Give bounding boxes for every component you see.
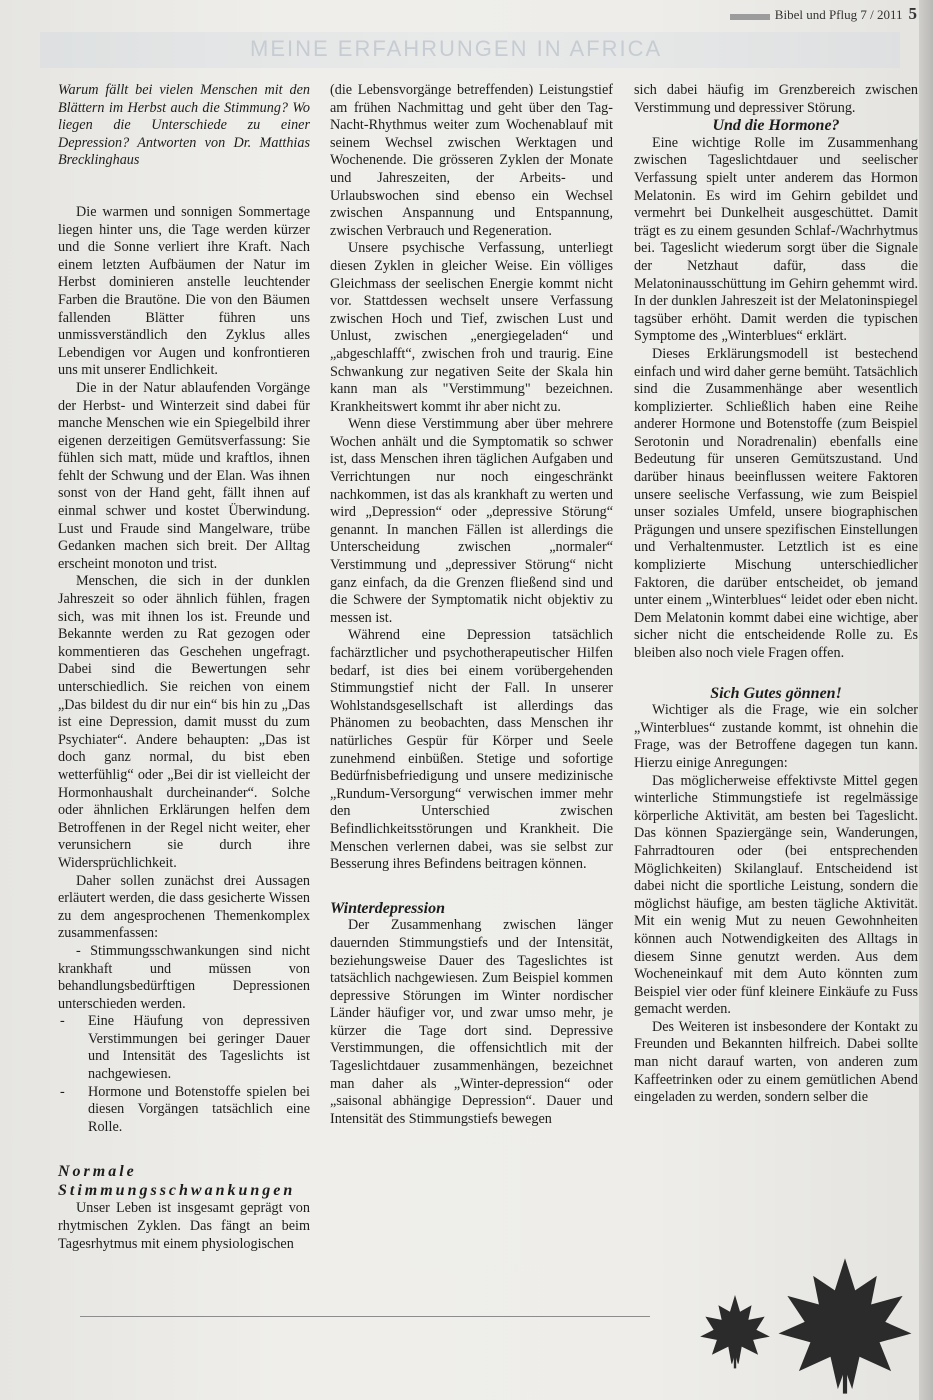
paragraph: Des Weiteren ist insbesondere der Kontakt zu Freunden und Bekannten hilfreich. Dabei sollte man nicht darauf warten, von anderen zum Kaffeetrinken oder zu einem gemütlichen Abend eingeladen zu werden, sondern selber die [634,1018,918,1106]
paragraph: Die in der Natur ablaufenden Vorgänge der Herbst- und Winterzeit sind dabei für manche Menschen wie ein Spiegelbild ihrer eigenen derzeitigen Gemütsverfassung: Sie fühlen sich matt, müde und kraftlos, ihnen fehlt der Schwung und der Elan. Was ihnen sonst von der Hand geht, fällt ihnen auf einmal schwer und kostet Überwindung. Lust und Fraude sind Mangelware, trübe Gedanken machen sich breit. Der Alltag erscheint monoton und trist. [58,379,310,572]
section-heading: Winterdepression [330,899,445,917]
paragraph: Eine wichtige Rolle im Zusammenhang zwischen Tageslichtdauer und seelischer Verfassung spielt unter anderem das Hormon Melatonin. Es wird im Gehirn gebildet und vermehrt bei Dunkelheit ausgeschüttet. Damit trägt es zu einem gesunden Schlaf-/Wachrhytmus bei. Tageslicht wiederum sorgt über die Signale der Netzhaut dafür, dass die Melatoninausschüttung im Gehirn gehemmt wird. In der dunklen Jahreszeit ist der Melatoninspiegel tagsüber erhöht. Damit werden die typischen Symptome des „Winterblues“ erklärt. [634,134,918,345]
maple-leaf-small-icon [690,1290,780,1370]
paragraph: Dieses Erklärungsmodell ist bestechend einfach und wird daher gerne bemüht. Tatsächlich sind die Zusammenhänge aber wesentlich komplizierter. Schließlich haben eine Reihe anderer Hormone und Botenstoffe (zum Beispiel Serotonin und Noradrenalin) ebenfalls eine Bedeutung für unseren Gemütszustand. Und darüber hinaus beeinflussen weitere Faktoren unsere seelische Verfassung, wie zum Beispiel unser soziales Umfeld, unsere biographischen Prägungen und unsere spezifischen Einstellungen und Verhaltenmuster. Letztlich ist es eine komplizierte Mischung unterschiedlicher Faktoren, die darüber entscheidet, ob jemand unter einem „Winterblues“ leidet oder eben nicht. Dem Melatonin kommt dabei eine wichtige, aber sicher nicht die entscheidende Rolle zu. Es bleiben also noch viele Fragen offen. [634,345,918,661]
magazine-title: Bibel und Pflug 7 / 2011 [774,7,903,22]
maple-leaf-large-icon [775,1255,915,1395]
section-heading: Sich Gutes gönnen! [710,684,842,702]
paragraph: Während eine Depression tatsächlich fachärztlicher und psychotherapeutischer Hilfen bedarf, ist dies bei einem vorübergehenden Stimmungstief nicht der Fall. In unserer Wohlstandsgesellschaft ist allerdings das Phänomen zu beobachten, dass Menschen ihr natürliches Gespür für Körper und Seele zunehmend einbüßen. Stetige und sofortige Bedürfnisbefriedigung und unsere medizinische „Rundum-Versorgung“ verwischen immer mehr den Unterschied zwischen Befindlichkeitsstörungen und Krankheit. Die Menschen verlernen dabei, was sie selbst zur Besserung ihres Befindens beitragen können. [330,627,613,873]
section-heading: Und die Hormone? [712,117,840,135]
column-1 [58,82,310,1253]
column-3 [634,82,918,1107]
paragraph: Der Zusammenhang zwischen länger dauernden Stimmungstiefs und der Intensität, beziehungsweise Dauer des Tageslichtes ist tatsächlich nachgewiesen. Zum Beispiel kommen depressive Störungen im Winter nordischer Länder häufiger vor, und zwar umso mehr, je kürzer die Tage dort sind. Depressive Verstimmungen, die offensichtlich mit der Tageslichtdauer zusammenhängen, bezeichnet man daher als „Winter-depression“ oder „saisonal abhängige Depression“. Dauer und Intensität des Stimmungstiefs bewegen [330,917,613,1127]
paragraph: Daher sollen zunächst drei Aussagen erläutert werden, die dass gesicherte Wissen zu dem angesprochenen Themenkomplex zusammenfassen: [58,872,310,942]
paragraph: Wichtiger als die Frage, wie ein solcher „Winterblues“ zustande kommt, ist ohnehin die Frage, was der Betroffene dagegen tun kann. Hierzu einige Anregungen: [634,702,918,771]
paragraph: sich dabei häufig im Grenzbereich zwischen Verstimmung und depressiver Störung. [634,82,918,116]
page-edge [919,0,933,1400]
header-rule [730,14,770,20]
running-head [775,4,917,24]
page-number: 5 [908,4,917,23]
paragraph: Unsere psychische Verfassung, unterliegt diesen Zyklen in gleicher Weise. Ein völliges Gleichmass der seelischen Energie kommt nicht vor. Stattdessen wechselt unsere Verfassung zwischen Hoch und Tief, zwischen Lust und Unlust, zwischen „energiegeladen“ und „abgeschlafft“, zwischen froh und traurig. Eine Schwankung zur negativen Seite der Skala hin kann man als "Verstimmung" bezeichnen. Krankheitswert kommt ihr aber nicht zu. [330,240,613,415]
column-2 [330,82,613,1128]
paragraph: (die Lebensvorgänge betreffenden) Leistungstief am frühen Nachmittag und geht über den Tag-Nacht-Rhythmus weiter zum Wochenablauf mit seinem Wechsel zwischen Werktagen und Wochenende. Die grösseren Zyklen der Monate und Jahreszeiten, der Arbeits- und Urlaubswochen sind ebenso ein Wechsel zwischen Anspannung und Entspannung, zwischen Verbrauch und Regeneration. [330,82,613,239]
section-heading: Normale Stimmungsschwankungen [58,1163,296,1200]
article-lead: Warum fällt bei vielen Menschen mit den Blättern im Herbst auch die Stimmung? Wo liegen die Unterschiede zu einer Depression? Antworten von Dr. Matthias Brecklinghaus [58,82,310,169]
paragraph: Wenn diese Verstimmung aber über mehrere Wochen anhält und die Symptomatik so schwer ist, dass Menschen ihren täglichen Aufgaben und Verrichtungen nur noch eingeschränkt nachkommen, ist das als krankhaft zu werten und wird „Depression“ oder „depressive Störung“ genannt. In manchen Fällen ist allerdings die Unterscheidung zwischen „normaler“ Verstimmung und „depressiver Störung“ nicht ganz einfach, da die Grenzen fließend sind und die Schwere der Symptomatik nicht objektiv zu messen ist. [330,416,613,626]
paragraph: Die warmen und sonnigen Sommertage liegen hinter uns, die Tage werden kürzer und die Sonne verliert ihre Kraft. Nach einem letzten Aufbäumen der Natur im Herbst dominieren anstelle leuchtender Farben die Brautöne. Die von den Bäumen fallenden Blätter führen uns unmissverständlich den Zyklus alles Lebendigen vor Augen und konfrontieren uns mit unserer Endlichkeit. [58,203,310,379]
footer-rule [80,1316,650,1317]
paragraph: - Stimmungsschwankungen sind nicht krankhaft und müssen von behandlungsbedürftigen Depressionen unterschieden werden. [58,942,310,1012]
bullet-mark: - [60,1013,65,1030]
bullet-item [58,1084,310,1137]
paragraph: Das möglicherweise effektivste Mittel gegen winterliche Stimmungstiefe ist regelmässige körperliche Aktivität, am besten bei Tageslicht. Das können Spaziergänge sein, Wanderungen, Fahrradtouren oder (bei entsprechenden Möglichkeiten) Skilanglauf. Entscheidend ist dabei nicht die sportliche Leistung, sondern die möglichst häufige, am besten tägliche Aktivität. Mit ein wenig Mut zu neuen Gewohnheiten können auch Notwendigkeiten des Alltags in diesem Sinne genutzt werden. Aus dem Wocheneinkauf mit dem Auto könnten zum Beispiel vier oder fünf kleinere Einkäufe zu Fuss gemacht werden. [634,772,918,1018]
bullet-item [58,1013,310,1083]
bullet-text: Eine Häufung von depressiven Verstimmungen bei geringer Dauer und Intensität des Tageslichts ist nachgewiesen. [88,1013,310,1083]
paragraph: Menschen, die sich in der dunklen Jahreszeit so oder ähnlich fühlen, fragen sich, was mit ihnen los ist. Freunde und Bekannte werden zu Rat gezogen oder kommentieren das Geschehen ungefragt. Dabei sind die Bewertungen sehr unterschiedlich. Sie reichen von einem „Das bildest du dir nur ein“ bis hin zu „Das ist eine Depression, damit musst du zum Psychiater“. Andere behaupten: „Das ist doch ganz normal, du bist eben wetterfühlig“ oder „Bei dir ist vielleicht der Hormonhaushalt durcheinander“. Solche oder ähnlichen Erklärungen helfen dem Betroffenen in der Regel nicht weiter, eher verunsichern sie durch ihre Widersprüchlichkeit. [58,573,310,871]
bullet-text: Hormone und Botenstoffe spielen bei diesen Vorgängen tatsächlich eine Rolle. [88,1083,310,1135]
paragraph: Unser Leben ist insgesamt geprägt von rhytmischen Zyklen. Das fängt an beim Tagesrhytmus mit einem physiologischen [58,1200,310,1252]
bullet-mark: - [60,1083,65,1100]
header-ghost-title: MEINE ERFAHRUNGEN IN AFRICA [250,36,663,61]
